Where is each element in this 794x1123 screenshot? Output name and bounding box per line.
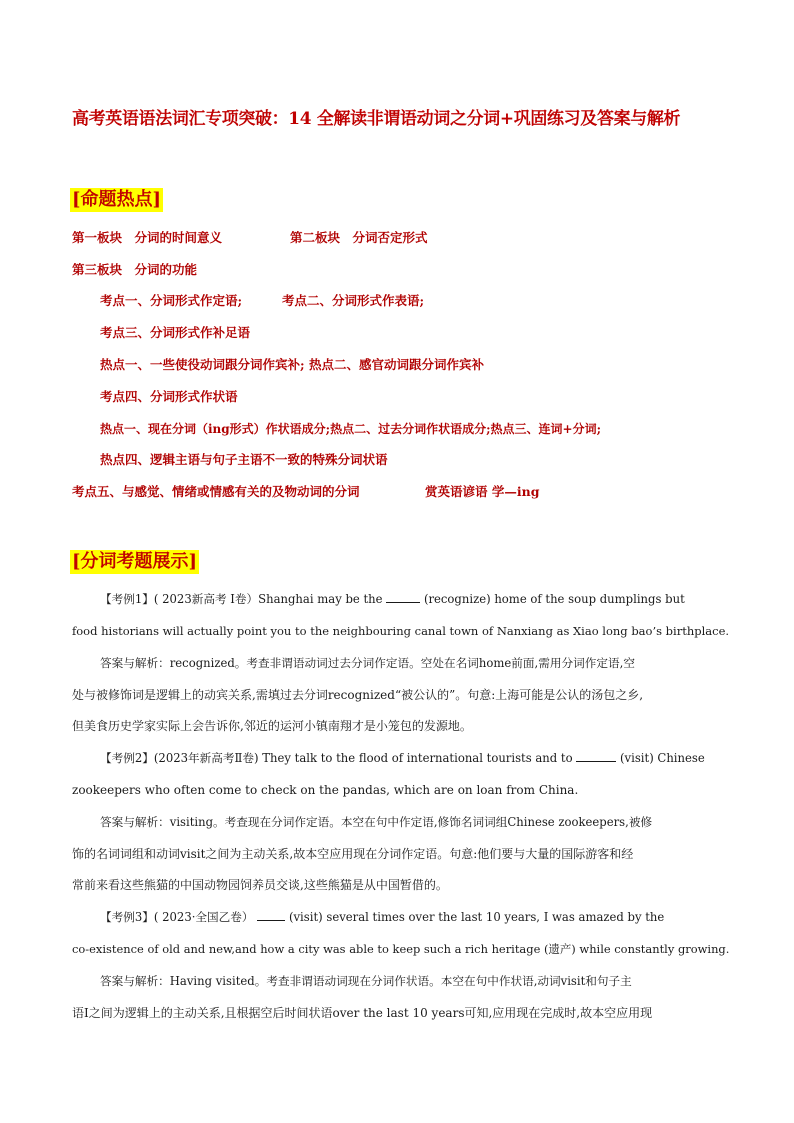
outline-block-3: 第三板块 分词的功能 bbox=[72, 262, 198, 277]
example-3-line-1 bbox=[100, 908, 750, 926]
outline-hotpoints-1: 热点一、一些使役动词跟分词作宾补; 热点二、感官动词跟分词作宾补 bbox=[100, 357, 484, 372]
answer-blank bbox=[386, 590, 420, 603]
example-3-text-b: (visit) several times over the last 10 years, I was amazed by the bbox=[288, 910, 665, 924]
outline-hotpoints-2: 热点一、现在分词（ing形式）作状语成分;热点二、过去分词作状语成分;热点三、连词+分词; bbox=[100, 422, 602, 436]
outline-block-1: 第一板块 分词的时间意义 bbox=[72, 230, 223, 245]
example-1-text-a: 【考例1】( 2023新高考 I卷）Shanghai may be the bbox=[100, 592, 383, 606]
outline-proverb: 赏英语谚语 学—ing bbox=[425, 484, 540, 499]
answer-1-line-1: 答案与解析：recognized。考查非谓语动词过去分词作定语。空处在名词home前面,需用分词作定语,空 bbox=[100, 656, 635, 670]
document-title: 高考英语语法词汇专项突破：14 全解读非谓语动词之分词+巩固练习及答案与解析 bbox=[72, 108, 681, 128]
section-heading-exam-examples: [分词考题展示] bbox=[72, 551, 198, 572]
answer-blank bbox=[257, 908, 285, 921]
example-2-line-1 bbox=[100, 749, 750, 767]
answer-3-line-2: 语I之间为逻辑上的主动关系,且根据空后时间状语over the last 10 years可知,应用现在完成时,故本空应用现 bbox=[72, 1006, 653, 1020]
example-1-text-b: (recognize) home of the soup dumplings but bbox=[423, 592, 685, 606]
answer-2-line-1: 答案与解析：visiting。考查现在分词作定语。本空在句中作定语,修饰名词词组Chinese zookeepers,被修 bbox=[100, 815, 653, 829]
example-2-text-a: 【考例2】(2023年新高考Ⅱ卷) They talk to the flood of international tourists and to bbox=[100, 751, 573, 765]
answer-2-line-2: 饰的名词词组和动词visit之间为主动关系,故本空应用现在分词作定语。句意:他们要与大量的国际游客和经 bbox=[72, 847, 634, 861]
example-1-line-1 bbox=[100, 590, 750, 608]
answer-3-line-1: 答案与解析：Having visited。考查非谓语动词现在分词作状语。本空在句中作状语,动词visit和句子主 bbox=[100, 974, 632, 988]
answer-2-line-3: 常前来看这些熊猫的中国动物园饲养员交谈,这些熊猫是从中国暂借的。 bbox=[72, 878, 448, 892]
outline-kp-5: 考点五、与感觉、情绪或情感有关的及物动词的分词 bbox=[72, 484, 360, 499]
outline-kp-3: 考点三、分词形式作补足语 bbox=[100, 325, 251, 340]
answer-1-line-2: 处与被修饰词是逻辑上的动宾关系,需填过去分词recognized“被公认的”。句意:上海可能是公认的汤包之乡, bbox=[72, 688, 644, 702]
example-2-text-b: (visit) Chinese bbox=[620, 751, 705, 765]
section-heading-hot-points: [命题热点] bbox=[72, 189, 162, 210]
example-3-text-a: 【考例3】( 2023·全国乙卷） bbox=[100, 910, 254, 924]
answer-blank bbox=[576, 749, 616, 762]
example-2-line-2: zookeepers who often come to check on the pandas, which are on loan from China. bbox=[72, 783, 579, 797]
answer-1-line-3: 但美食历史学家实际上会告诉你,邻近的运河小镇南翔才是小笼包的发源地。 bbox=[72, 719, 472, 733]
outline-kp-4: 考点四、分词形式作状语 bbox=[100, 389, 238, 404]
outline-kp-1: 考点一、分词形式作定语; bbox=[100, 293, 243, 308]
example-1-line-2: food historians will actually point you to the neighbouring canal town of Nanxiang as Xiao long bao’s birthplace. bbox=[72, 624, 730, 638]
outline-kp-2: 考点二、分词形式作表语; bbox=[282, 293, 425, 308]
outline-hotpoints-3: 热点四、逻辑主语与句子主语不一致的特殊分词状语 bbox=[100, 452, 388, 467]
example-3-line-2: co-existence of old and new,and how a city was able to keep such a rich heritage (遗产) while constantly growing. bbox=[72, 942, 730, 956]
outline-block-2: 第二板块 分词否定形式 bbox=[290, 230, 428, 245]
